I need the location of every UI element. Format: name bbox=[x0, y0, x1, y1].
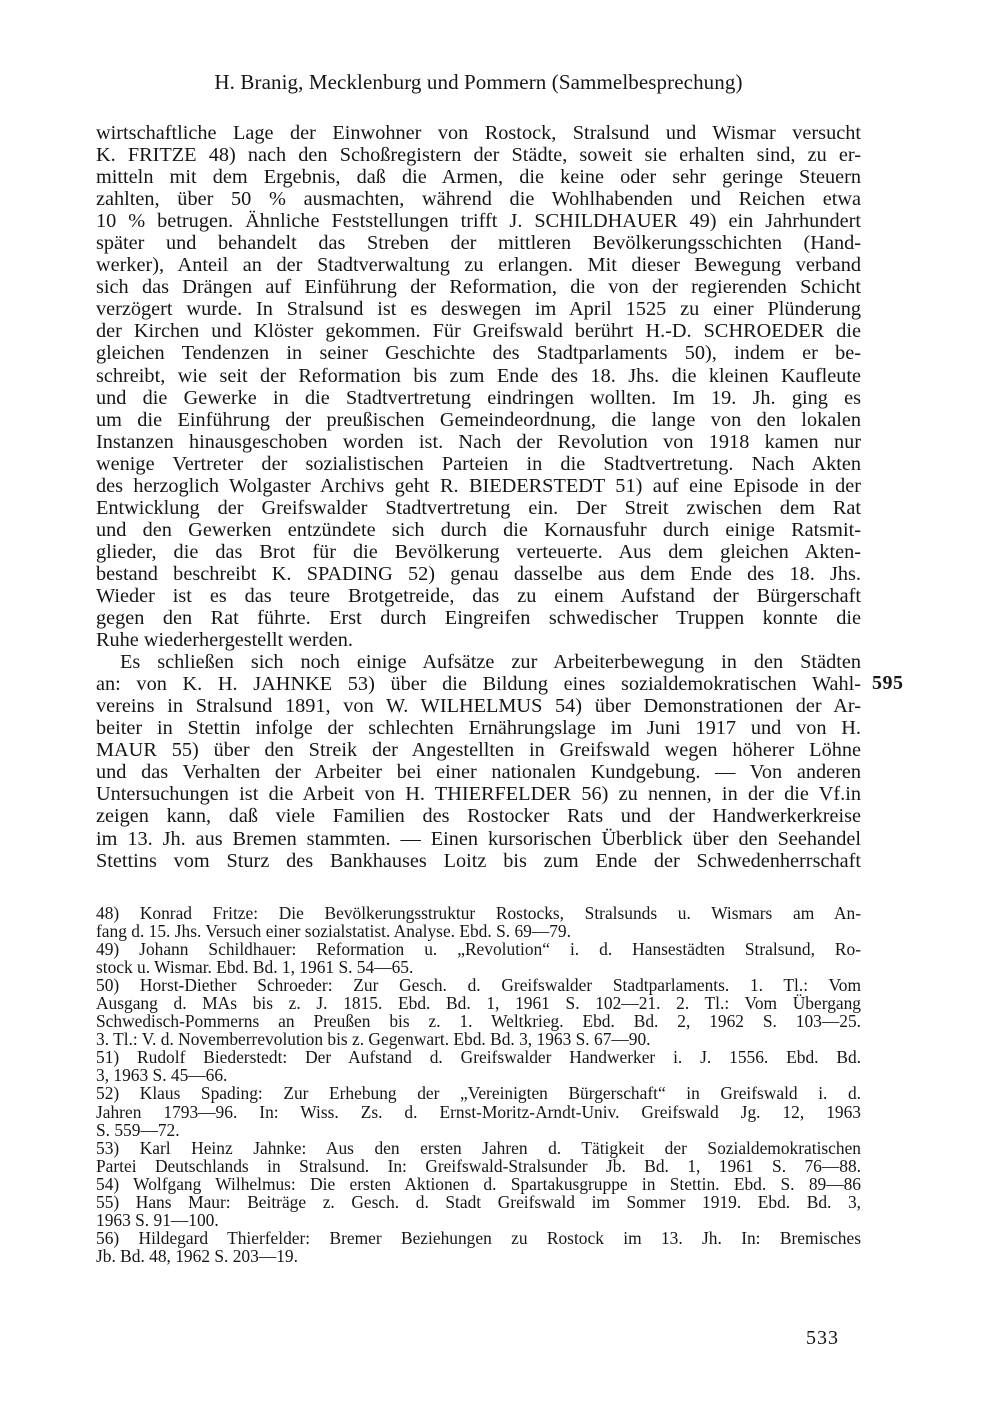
body-line: Wieder ist es das teure Brotgetreide, das zu einem Aufstand der Bürgerschaft bbox=[96, 584, 861, 607]
body-line: und den Gewerken entzündete sich durch die Kornausfuhr durch einige Ratsmit- bbox=[96, 518, 861, 541]
body-line: und die Gewerke in die Stadtvertretung eindringen wollten. Im 19. Jh. ging es bbox=[96, 386, 861, 409]
body-line: verzögert wurde. In Stralsund ist es deswegen im April 1525 zu einer Plünderung bbox=[96, 298, 861, 321]
body-line: vereins in Stralsund 1891, von W. WILHELMUS 54) über Demonstrationen der Ar- bbox=[96, 695, 861, 718]
body-line: 10 % betrugen. Ähnliche Feststellungen trifft J. SCHILDHAUER 49) ein Jahrhundert bbox=[96, 210, 861, 233]
footnote-line: 3. Tl.: V. d. Novemberrevolution bis z. Gegenwart. Ebd. Bd. 3, 1963 S. 67—90. bbox=[96, 1029, 651, 1050]
footnote-line: 54) Wolfgang Wilhelmus: Die ersten Aktionen d. Spartakusgruppe in Stettin. Ebd. S. 89—86 bbox=[96, 1173, 861, 1194]
body-line: MAUR 55) über den Streik der Angestellten in Greifswald wegen höherer Löhne bbox=[96, 739, 861, 762]
body-line: um die Einführung der preußischen Gemeindeordnung, die lange von den lokalen bbox=[96, 408, 861, 431]
body-line: später und behandelt das Streben der mittleren Bevölkerungsschichten (Hand- bbox=[96, 232, 861, 255]
body-line: sich das Drängen auf Einführung der Reformation, die von der regierenden Schicht bbox=[96, 276, 861, 299]
footnote-line: 51) Rudolf Biederstedt: Der Aufstand d. Greifswalder Handwerker i. J. 1556. Ebd. Bd. bbox=[96, 1047, 861, 1068]
body-line: bestand beschreibt K. SPADING 52) genau dasselbe aus dem Ende des 18. Jhs. bbox=[96, 562, 861, 585]
body-line: Entwicklung der Greifswalder Stadtvertretung ein. Der Streit zwischen dem Rat bbox=[96, 496, 861, 519]
body-line: werker), Anteil an der Stadtverwaltung zu erlangen. Mit dieser Bewegung verband bbox=[96, 254, 861, 277]
running-head: H. Branig, Mecklenburg und Pommern (Sammelbesprechung) bbox=[214, 70, 743, 94]
footnote-line: Jb. Bd. 48, 1962 S. 203—19. bbox=[96, 1245, 298, 1266]
footnote-line: 49) Johann Schildhauer: Reformation u. „Revolution“ i. d. Hansestädten Stralsund, Ro- bbox=[96, 939, 861, 960]
body-line: beiter in Stettin infolge der schlechten Ernährungslage im Juni 1917 und von H. bbox=[96, 717, 861, 740]
footnotes bbox=[96, 904, 861, 1265]
footnote-line: stock u. Wismar. Ebd. Bd. 1, 1961 S. 54—65. bbox=[96, 957, 414, 978]
footnote-line: 48) Konrad Fritze: Die Bevölkerungsstruktur Rostocks, Stralsunds u. Wismars am An- bbox=[96, 903, 861, 923]
footnote-line: fang d. 15. Jhs. Versuch einer sozialstatist. Analyse. Ebd. S. 69—79. bbox=[96, 921, 571, 942]
body-line: Stettins vom Sturz des Bankhauses Loitz bis zum Ende der Schwedenherrschaft bbox=[96, 849, 861, 872]
footnote-line: 53) Karl Heinz Jahnke: Aus den ersten Jahren d. Tätigkeit der Sozialdemokratischen bbox=[96, 1137, 861, 1158]
footnote-line: 55) Hans Maur: Beiträge z. Gesch. d. Stadt Greifswald im Sommer 1919. Ebd. Bd. 3, bbox=[96, 1191, 861, 1212]
footnote-line: Ausgang d. MAs bis z. J. 1815. Ebd. Bd. 1, 1961 S. 102—21. 2. Tl.: Vom Übergang bbox=[96, 993, 861, 1014]
footnote-line: Jahren 1793—96. In: Wiss. Zs. d. Ernst-Moritz-Arndt-Univ. Greifswald Jg. 12, 1963 bbox=[96, 1101, 861, 1122]
footnote-line: Schwedisch-Pommerns an Preußen bis z. 1. Weltkrieg. Ebd. Bd. 2, 1962 S. 103—25. bbox=[96, 1011, 861, 1032]
body-line: Untersuchungen ist die Arbeit von H. THIERFELDER 56) zu nennen, in der die Vf.in bbox=[96, 783, 861, 806]
body-line: gegen den Rat führte. Erst durch Eingreifen schwedischer Truppen konnte die bbox=[96, 607, 861, 630]
footnote-line: Partei Deutschlands in Stralsund. In: Greifswald-Stralsunder Jb. Bd. 1, 1961 S. 76—88. bbox=[96, 1155, 861, 1176]
body-line: mitteln mit dem Ergebnis, daß die Armen, die keine oder sehr geringe Steuern bbox=[96, 166, 861, 189]
body-line: des herzoglich Wolgaster Archivs geht R. BIEDERSTEDT 51) auf eine Episode in der bbox=[96, 474, 861, 497]
footnote-line: 3, 1963 S. 45—66. bbox=[96, 1065, 228, 1086]
body-line: Es schließen sich noch einige Aufsätze zur Arbeiterbewegung in den Städten bbox=[120, 651, 861, 674]
footnote-line: 56) Hildegard Thierfelder: Bremer Beziehungen zu Rostock im 13. Jh. In: Bremisches bbox=[96, 1227, 861, 1248]
body-line: zahlten, über 50 % ausmachten, während die Wohlhabenden und Reichen etwa bbox=[96, 188, 861, 211]
body-line: gleichen Tendenzen in seiner Geschichte des Stadtparlaments 50), indem er be- bbox=[96, 342, 861, 365]
main-text bbox=[96, 122, 861, 872]
margin-page-number: 595 bbox=[872, 672, 904, 694]
body-line: im 13. Jh. aus Bremen stammten. — Einen kursorischen Überblick über den Seehandel bbox=[96, 827, 861, 850]
body-line: wenige Vertreter der sozialistischen Parteien in die Stadtvertretung. Nach Akten bbox=[96, 452, 861, 475]
body-line: schreibt, wie seit der Reformation bis zum Ende des 18. Jhs. die kleinen Kaufleute bbox=[96, 364, 861, 387]
body-line: Instanzen hinausgeschoben worden ist. Nach der Revolution von 1918 kamen nur bbox=[96, 430, 861, 453]
body-line: wirtschaftliche Lage der Einwohner von Rostock, Stralsund und Wismar versucht bbox=[96, 122, 861, 144]
footnote-line: 52) Klaus Spading: Zur Erhebung der „Vereinigten Bürgerschaft“ in Greifswald i. d. bbox=[96, 1083, 861, 1104]
body-line: der Kirchen und Klöster gekommen. Für Greifswald berührt H.-D. SCHROEDER die bbox=[96, 320, 861, 343]
body-line: K. FRITZE 48) nach den Schoßregistern der Städte, soweit sie erhalten sind, zu er- bbox=[96, 144, 861, 167]
body-line: zeigen kann, daß viele Familien des Rostocker Rats und der Handwerkerkreise bbox=[96, 805, 861, 828]
page-number: 533 bbox=[806, 1327, 839, 1349]
body-line: an: von K. H. JAHNKE 53) über die Bildung eines sozialdemokratischen Wahl- bbox=[96, 673, 861, 696]
footnote-line: S. 559—72. bbox=[96, 1119, 180, 1140]
body-line: glieder, die das Brot für die Bevölkerung verteuerte. Aus dem gleichen Akten- bbox=[96, 540, 861, 563]
footnote-line: 1963 S. 91—100. bbox=[96, 1209, 219, 1230]
body-line: Ruhe wiederhergestellt werden. bbox=[96, 629, 353, 652]
footnote-line: 50) Horst-Diether Schroeder: Zur Gesch. d. Greifswalder Stadtparlaments. 1. Tl.: Vom bbox=[96, 975, 861, 996]
body-line: und das Verhalten der Arbeiter bei einer nationalen Kundgebung. — Von anderen bbox=[96, 761, 861, 784]
